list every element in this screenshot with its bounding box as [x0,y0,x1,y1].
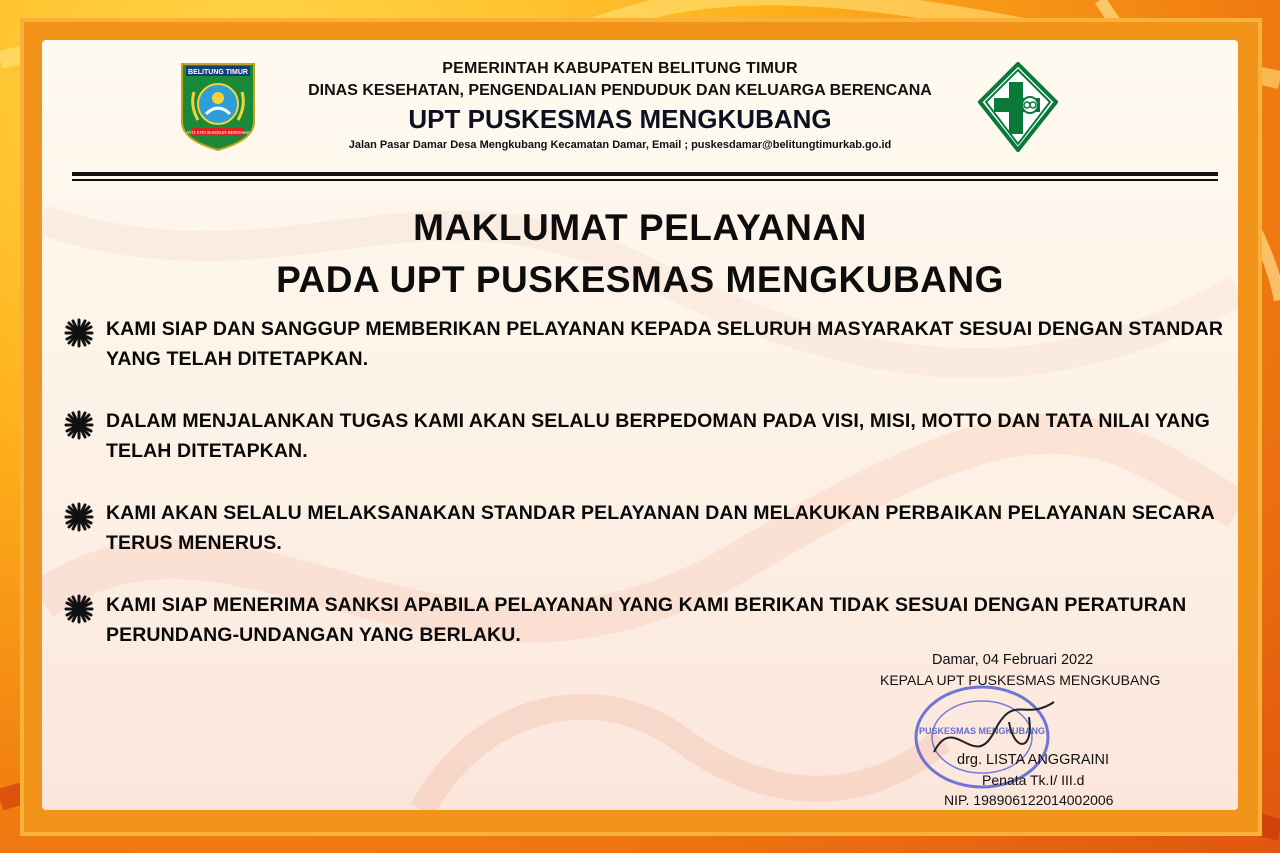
list-item-line-2: TERUS MENERUS. [106,532,282,554]
list-item [64,406,1224,498]
government-name: PEMERINTAH KABUPATEN BELITUNG TIMUR [442,60,798,77]
belitung-timur-emblem-icon [180,62,256,152]
title-line-1: MAKLUMAT PELAYANAN [413,207,867,248]
logo-left-label: BELITUNG TIMUR [188,69,248,76]
department-name: DINAS KESEHATAN, PENGENDALIAN PENDUDUK DAN KELUARGA BERENCANA [308,82,932,99]
list-item-line-1: KAMI SIAP MENERIMA SANKSI APABILA PELAYANAN YANG KAMI BERIKAN TIDAK SESUAI DENGAN PERATURAN [106,594,1187,616]
starburst-icon [64,502,94,532]
signing-date: Damar, 04 Februari 2022 [932,652,1094,668]
signer-nip: NIP. 198906122014002006 [944,792,1114,808]
list-item-line-1: KAMI SIAP DAN SANGGUP MEMBERIKAN PELAYANAN KEPADA SELURUH MASYARAKAT SESUAI DENGAN STANDAR [106,318,1223,340]
signer-title: KEPALA UPT PUSKESMAS MENGKUBANG [880,672,1161,688]
list-item-line-2: YANG TELAH DITETAPKAN. [106,348,369,370]
commitment-list [64,314,1224,682]
announcement-panel [42,40,1238,810]
starburst-icon [64,594,94,624]
letterhead [272,58,968,154]
starburst-icon [64,410,94,440]
institution-name: UPT PUSKESMAS MENGKUBANG [408,104,832,134]
header-divider-thick [72,172,1218,176]
list-item [64,498,1224,590]
address-line: Jalan Pasar Damar Desa Mengkubang Kecamatan Damar, Email ; puskesdamar@belitungtimurkab.go.id [348,139,892,151]
list-item-line-1: KAMI AKAN SELALU MELAKSANAKAN STANDAR PELAYANAN DAN MELAKUKAN PERBAIKAN PELAYANAN SECARA [106,502,1215,524]
list-item [64,314,1224,406]
signer-rank: Penata Tk.I/ III.d [982,772,1085,788]
list-item-line-1: DALAM MENJALANKAN TUGAS KAMI AKAN SELALU BERPEDOMAN PADA VISI, MISI, MOTTO DAN TATA NILAI YANG [106,410,1210,432]
signer-name: drg. LISTA ANGGRAINI [957,752,1110,768]
stamp-text: PUSKESMAS MENGKUBANG [918,726,1046,736]
header-divider-thin [72,179,1218,181]
logo-left-motto: AYO KITA BANGUN BERSAMA [186,130,250,135]
title-line-2: PADA UPT PUSKESMAS MENGKUBANG [276,259,1004,300]
list-item-line-2: PERUNDANG-UNDANGAN YANG BERLAKU. [106,624,521,646]
list-item [64,590,1224,682]
document-title [42,202,1238,306]
starburst-icon [64,318,94,348]
list-item-line-2: TELAH DITETAPKAN. [106,440,308,462]
puskesmas-cross-icon [978,62,1058,152]
